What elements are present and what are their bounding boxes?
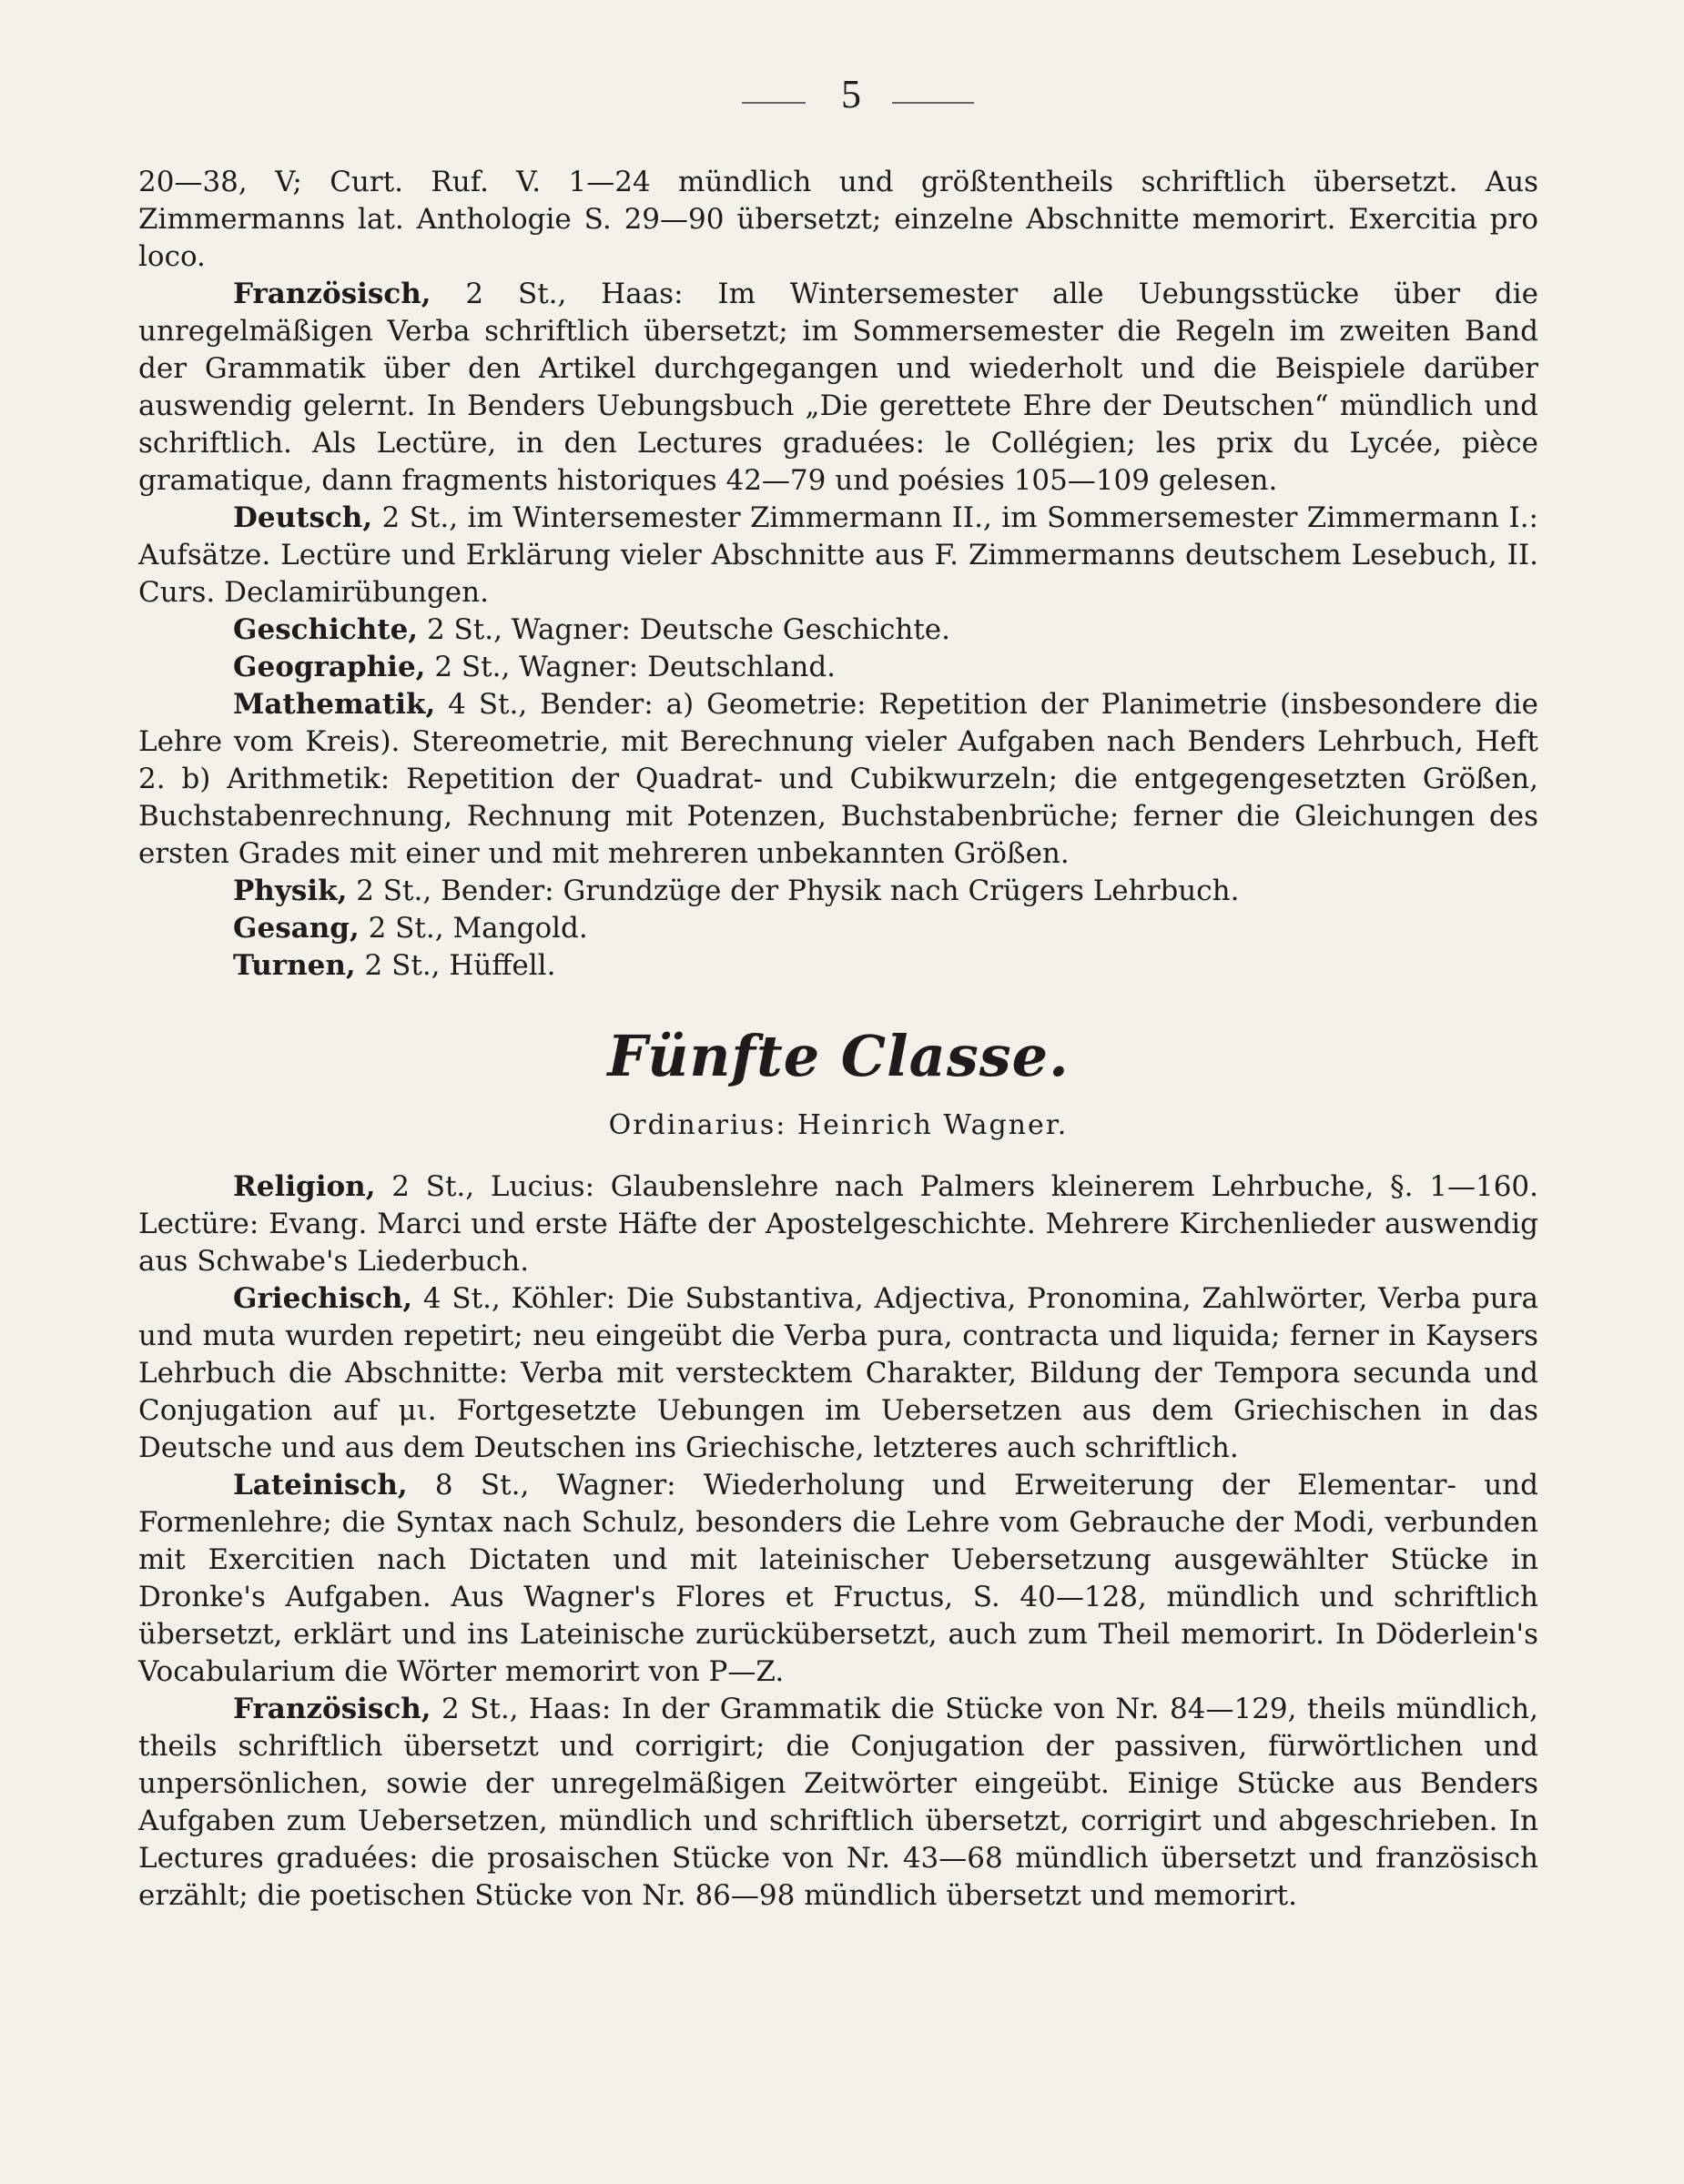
subject-text: 2 St., Wagner: Deutschland. <box>425 651 837 683</box>
subject-paragraph <box>138 1280 1538 1467</box>
subject-heading: Deutsch, <box>233 501 373 534</box>
subject-text: 2 St., Haas: In der Grammatik die Stücke von Nr. 84—129, theils mündlich, theils schriftlich übersetzt und corrigirt; die Conjugation der passiven, fürwörtlichen und unpersönlichen, sowie der unregelmäßigen Zeitwörter eingeübt. Einige Stücke aus Benders Aufgaben zum Uebersetzen, mündlich und schriftlich übersetzt, corrigirt und abgeschrieben. In Lectures graduées: die prosaischen Stücke von Nr. 43—68 mündlich übersetzt und französisch erzählt; die poetischen Stücke von Nr. 86—98 mündlich übersetzt und memorirt. <box>138 1693 1538 1912</box>
subject-text: 2 St., Lucius: Glaubenslehre nach Palmers kleinerem Lehrbuche, §. 1—160. Lectüre: Evang. Marci und erste Häfte der Apostelgeschichte. Mehrere Kirchenlieder auswendig aus Schwabe's Liederbuch. <box>138 1170 1538 1278</box>
subject-paragraph <box>138 612 1538 649</box>
subject-text: 2 St., Haas: Im Wintersemester alle Uebungsstücke über die unregelmäßigen Verba schriftlich übersetzt; im Sommersemester die Regeln im zweiten Band der Grammatik über den Artikel durchgegangen und wiederholt und die Beispiele darüber auswendig gelernt. In Benders Uebungsbuch „Die gerettete Ehre der Deutschen“ mündlich und schriftlich. Als Lectüre, in den Lectures graduées: le Collégien; les prix du Lycée, pièce gramatique, dann fragments historiques 42—79 und poésies 105—109 gelesen. <box>138 278 1538 497</box>
section-title: Fünfte Classe. <box>607 1023 1070 1089</box>
subject-paragraph <box>138 1168 1538 1280</box>
continued-paragraph: 20—38, V; Curt. Ruf. V. 1—24 mündlich und größtentheils schriftlich übersetzt. Aus Zimmermanns lat. Anthologie S. 29—90 übersetzt; einzelne Abschnitte memorirt. Exercitia pro loco. <box>138 166 1538 273</box>
subject-text: 2 St., Wagner: Deutsche Geschichte. <box>418 613 951 646</box>
subject-text: 8 St., Wagner: Wiederholung und Erweiterung der Elementar- und Formenlehre; die Syntax nach Schulz, besonders die Lehre vom Gebrauche der Modi, verbunden mit Exercitien nach Dictaten und mit lateinischer Uebersetzung ausgewählter Stücke in Dronke's Aufgaben. Aus Wagner's Flores et Fructus, S. 40—128, mündlich und schriftlich übersetzt, erklärt und ins Lateinische zurückübersetzt, auch zum Theil memorirt. In Döderlein's Vocabularium die Wörter memorirt von P—Z. <box>138 1469 1538 1688</box>
ordinarius-line: Ordinarius: Heinrich Wagner. <box>608 1109 1069 1141</box>
subject-heading: Gesang, <box>233 912 360 945</box>
subject-paragraph <box>138 1691 1538 1915</box>
subject-heading: Geschichte, <box>233 613 419 646</box>
subject-paragraph <box>138 947 1538 985</box>
subject-paragraph <box>138 1467 1538 1691</box>
subject-text: 2 St., Bender: Grundzüge der Physik nach Crügers Lehrbuch. <box>347 875 1240 907</box>
subject-paragraph <box>138 500 1538 612</box>
subject-heading: Geographie, <box>233 651 426 683</box>
document-body <box>138 164 1538 1915</box>
subject-heading: Lateinisch, <box>233 1469 408 1502</box>
page-number: 5 <box>841 72 861 116</box>
subject-heading: Mathematik, <box>233 688 436 721</box>
page-header <box>0 71 1684 126</box>
subject-paragraph <box>138 276 1538 500</box>
subject-heading: Französisch, <box>233 1693 431 1725</box>
subject-paragraph <box>138 686 1538 873</box>
subject-heading: Französisch, <box>233 278 431 310</box>
subject-heading: Physik, <box>233 875 348 907</box>
subject-text: 2 St., Mangold. <box>359 912 588 945</box>
subject-text: 2 St., im Wintersemester Zimmermann II., im Sommersemester Zimmermann I.: Aufsätze. Lectüre und Erklärung vieler Abschnitte aus F. Zimmermanns deutschem Lesebuch, II. Curs. Declamirübungen. <box>138 501 1538 609</box>
subject-paragraph <box>138 873 1538 910</box>
subject-text: 4 St., Köhler: Die Substantiva, Adjectiva, Pronomina, Zahlwörter, Verba pura und muta wurden repetirt; neu eingeübt die Verba pura, contracta und liquida; ferner in Kaysers Lehrbuch die Abschnitte: Verba mit verstecktem Charakter, Bildung der Tempora secunda und Conjugation auf μι. Fortgesetzte Uebungen im Uebersetzen aus dem Griechischen in das Deutsche und aus dem Deutschen ins Griechische, letzteres auch schriftlich. <box>138 1282 1538 1464</box>
subject-heading: Turnen, <box>233 949 356 982</box>
subject-text: 4 St., Bender: a) Geometrie: Repetition der Planimetrie (insbesondere die Lehre vom Kreis). Stereometrie, mit Berechnung vieler Aufgaben nach Benders Lehrbuch, Heft 2. b) Arithmetik: Repetition der Quadrat- und Cubikwurzeln; die entgegengesetzten Größen, Buchstabenrechnung, Rechnung mit Potenzen, Buchstabenbrüche; ferner die Gleichungen des ersten Grades mit einer und mit mehreren unbekannten Größen. <box>138 688 1538 870</box>
subject-heading: Religion, <box>233 1170 376 1203</box>
subject-heading: Griechisch, <box>233 1282 413 1315</box>
subject-paragraph <box>138 649 1538 686</box>
header-rule-right <box>892 102 974 104</box>
subject-text: 2 St., Hüffell. <box>355 949 556 982</box>
subject-paragraph <box>138 910 1538 947</box>
header-rule-left <box>742 102 806 104</box>
